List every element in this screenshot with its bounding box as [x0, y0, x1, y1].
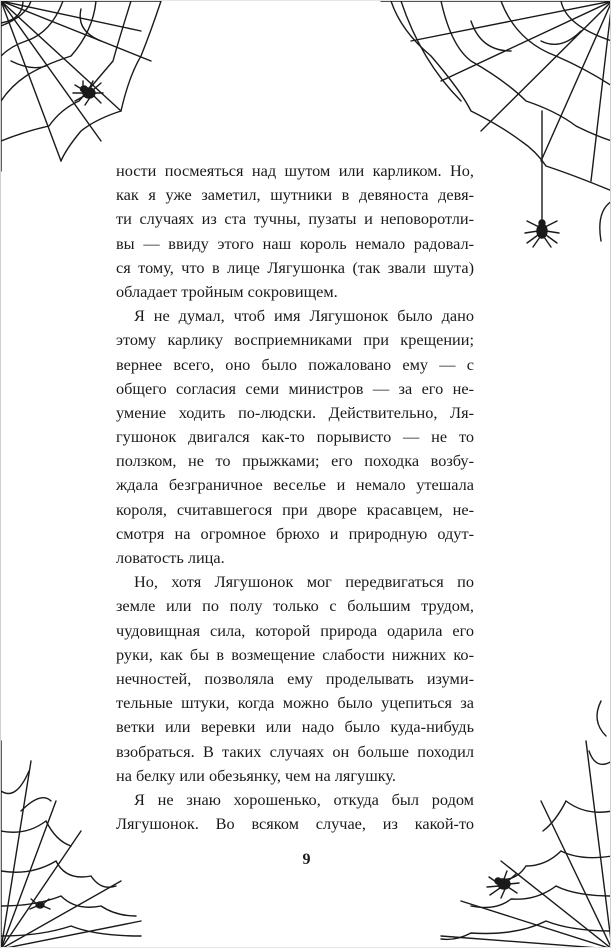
text-line: этому карлику восприемниками при крещении; [116, 330, 474, 350]
text-line: как я уже заметил, шутники в девяноста девя- [116, 185, 474, 205]
text-line: вернее всего, оно было пожаловано ему — с [116, 354, 474, 374]
text-line: ности посмеяться над шутом или карликом. Но, [116, 161, 474, 180]
text-line: руки, как бы в возмещение слабости нижних ко- [116, 644, 474, 664]
text-line: Я не знаю хорошенько, откуда был родом [134, 789, 474, 809]
text-line: Я не думал, чтоб имя Лягушонок было дано [134, 306, 474, 326]
spider-icon [487, 871, 519, 898]
body-text [116, 159, 474, 836]
text-line: нечностей, позволяла ему проделывать изуми- [116, 668, 474, 688]
text-line: вы — ввиду этого наш король немало радовал- [116, 233, 474, 253]
text-line: короля, считавшегося при дворе красавцем, не- [116, 499, 474, 519]
page-number: 9 [302, 851, 311, 868]
text-line: на белку или обезьянку, чем на лягушку. [116, 765, 396, 785]
text-line: земле или по полу только с большим трудом, [116, 596, 474, 616]
text-line: смотря на огромное брюхо и природную одут- [116, 523, 474, 543]
text-line: Но, хотя Лягушонок мог передвигаться по [134, 572, 474, 592]
text-line: ветки или веревки или надо было куда-нибудь [116, 717, 474, 737]
text-line: ждала безграничное веселье и немало утешала [116, 475, 474, 495]
text-line: Лягушонок. Во всяком случае, из какой-то [116, 814, 474, 834]
spider-web-icon [1, 1, 161, 171]
text-line: гушонок двигался как-то порывисто — не то [116, 427, 474, 447]
text-line: тельные штуки, когда можно было уцепиться за [116, 693, 474, 713]
text-line: чудовищная сила, которой природа одарила его [116, 620, 474, 640]
text-line: ползком, не то прыжками; его походка возбу- [116, 451, 474, 471]
text-line: ся тому, что в лице Лягушонка (так звали шута) [116, 257, 474, 277]
text-line: ти случаях из ста тучны, пузаты и неповоротли- [116, 209, 474, 229]
text-line: ловатость лица. [116, 548, 225, 567]
text-line: умение ходить по-людски. Действительно, Ля- [116, 402, 474, 422]
text-line: взобраться. В таких случаях он больше походил [116, 741, 474, 761]
text-line: общего согласия семи министров — за его не- [116, 378, 474, 398]
text-line: обладает тройным сокровищем. [116, 281, 338, 301]
